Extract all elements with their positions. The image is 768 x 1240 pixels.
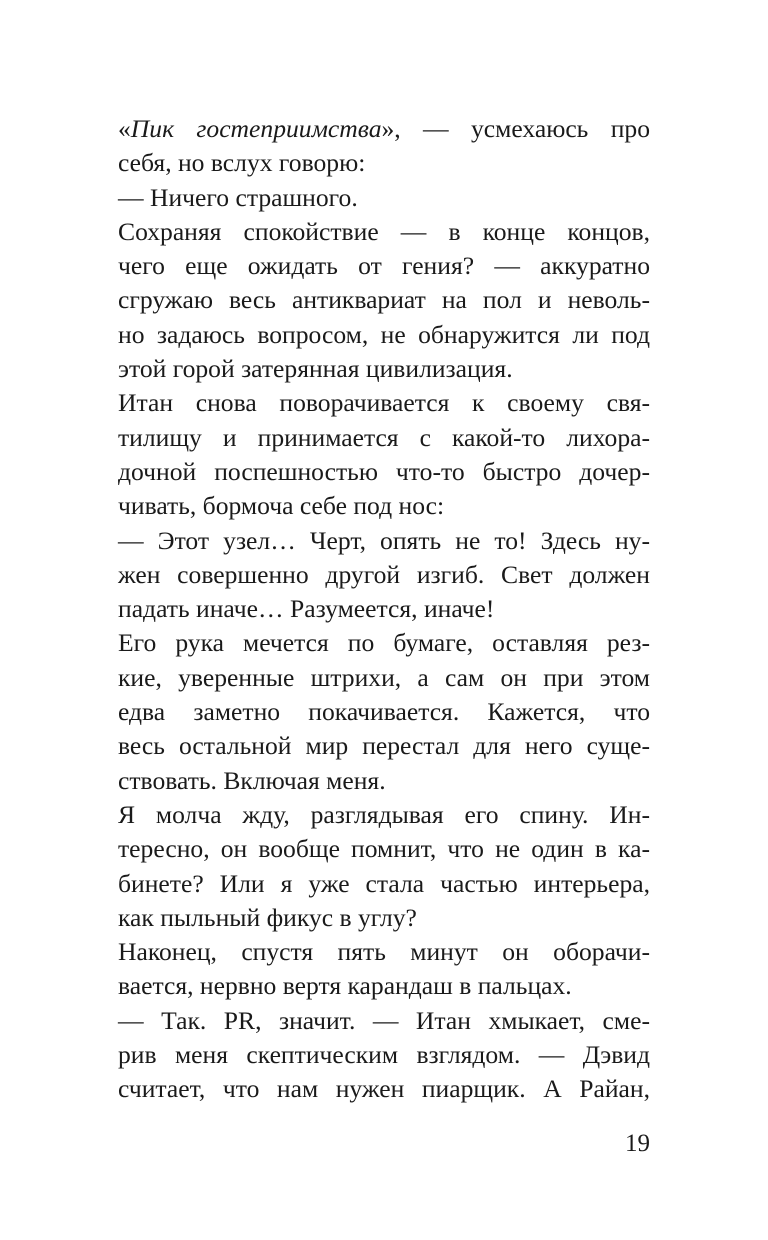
text-line: бинете? Или я уже стала частью интерьера, [118, 868, 650, 898]
text-line: тилищу и принимается с какой-то лихора- [118, 422, 650, 452]
paragraph [118, 112, 650, 181]
text-line: Сохраняя спокойствие — в конце концов, [118, 216, 650, 246]
text-line: но задаюсь вопросом, не обнаружится ли под [118, 319, 650, 349]
text-line: Наконец, спустя пять минут он оборачи- [118, 937, 650, 967]
paragraph [118, 798, 650, 935]
text-line: ствовать. Включая меня. [118, 765, 386, 795]
text-line: «Пик гостеприимства», — усмехаюсь про [118, 114, 651, 143]
text-line: этой горой затерянная цивилизация. [118, 354, 513, 384]
text-line: чивать, бормоча себе под нос: [118, 491, 445, 521]
paragraph [118, 935, 650, 1004]
text-line: Итан снова поворачивается к своему свя- [118, 388, 650, 418]
paragraph [118, 1004, 650, 1107]
text-line: весь остальной мир перестал для него суще- [118, 731, 650, 761]
paragraph [118, 181, 650, 215]
paragraph [118, 626, 650, 797]
text-line: чего еще ожидать от гения? — аккуратно [118, 251, 650, 281]
text-line: сгружаю весь антиквариат на пол и неволь- [118, 285, 650, 315]
paragraph [118, 524, 650, 627]
text-line: падать иначе… Разумеется, иначе! [118, 594, 495, 624]
italic-phrase: Пик гостеприимства [130, 114, 382, 143]
text-line: — Ничего страшного. [118, 182, 358, 212]
text-line: Я молча жду, разглядывая его спину. Ин- [118, 799, 650, 829]
text-line: Его рука мечется по бумаге, оставляя рез- [118, 628, 650, 658]
text-line: считает, что нам нужен пиарщик. А Райан, [118, 1074, 650, 1104]
paragraph [118, 215, 650, 386]
text-line: — Так. PR, значит. — Итан хмыкает, сме- [118, 1005, 650, 1035]
page-number: 19 [625, 1130, 650, 1157]
text-line: — Этот узел… Черт, опять не то! Здесь ну- [118, 525, 650, 555]
text-line: дочной поспешностью что-то быстро дочер- [118, 456, 650, 486]
text-line: едва заметно покачивается. Кажется, что [118, 697, 650, 727]
text-line: кие, уверенные штрихи, а сам он при этом [118, 662, 650, 692]
text-line: себя, но вслух говорю: [118, 148, 366, 178]
text-line: рив меня скептическим взглядом. — Дэвид [118, 1040, 650, 1070]
text-line: вается, нервно вертя карандаш в пальцах. [118, 971, 572, 1001]
text-line: жен совершенно другой изгиб. Свет должен [118, 559, 650, 589]
text-line: тересно, он вообще помнит, что не один в ка- [118, 834, 650, 864]
body-text [118, 112, 650, 1107]
text-line: как пыльный фикус в углу? [118, 902, 417, 932]
paragraph [118, 386, 650, 523]
